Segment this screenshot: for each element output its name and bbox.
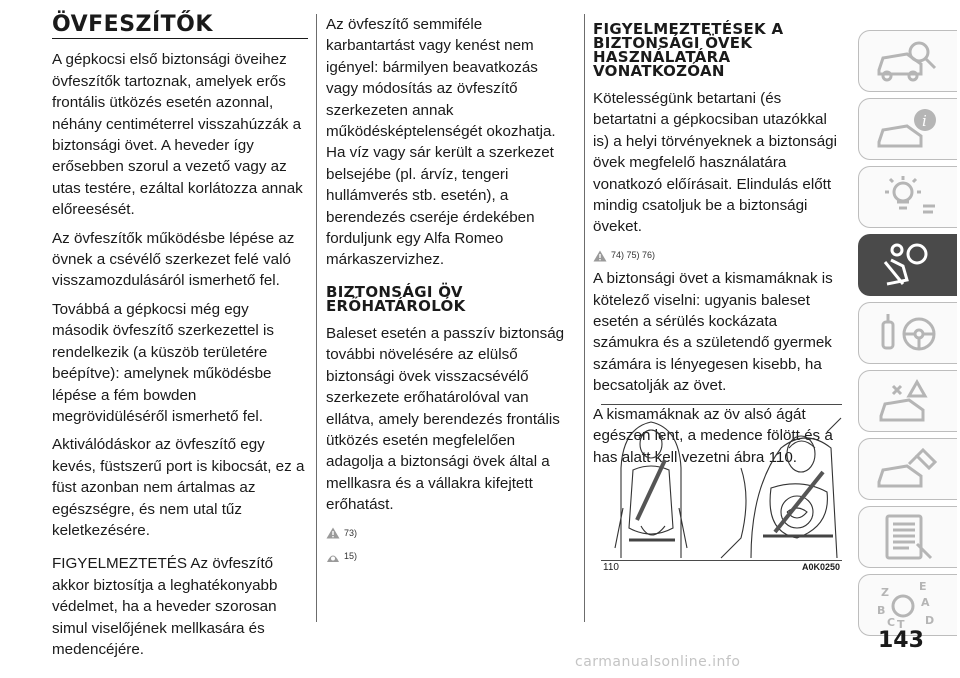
- reference-numbers: 74) 75) 76): [611, 249, 656, 260]
- paragraph: A kismamáknak az öv alsó ágát egészen lent, a medence fölött és a has alatt kell vezetni ábra 110.: [593, 405, 833, 466]
- figure-top-rule: [601, 404, 842, 405]
- caution-reference: [326, 546, 574, 567]
- paragraph: A gépkocsi első biztonsági öveihez övfeszítők tartoznak, amelyek erős frontális ütközés esetén azonnal, néhány centiméterrel visszahúzzák a biztonsági övet. A heveder így erősebben szorul a vezető vagy az utas testére, ezáltal korlátozza annak előreesését.: [52, 51, 303, 219]
- column-divider: [584, 14, 585, 622]
- alphabetical-index-icon: [873, 580, 943, 630]
- warning-triangle-icon: [326, 527, 340, 539]
- svg-text:E: E: [919, 580, 927, 593]
- subsection-heading: FIGYELMEZTETÉSEK A BIZTONSÁGI ÖVEK HASZNÁLATÁRA VONATKOZÓAN: [593, 20, 784, 80]
- tab-car-info[interactable]: [858, 98, 957, 160]
- watermark: carmanualsonline.info: [575, 654, 741, 670]
- figure-bottom-rule: [601, 560, 842, 561]
- figure-number: 110: [603, 562, 619, 573]
- paragraph: Kötelességünk betartani (és betartatni a gépkocsiban utazókkal is) a helyi törvényeknek a biztonsági övek megfelelő használatára vonatkozó előírásait. Elindulás előtt mindig csatoljuk be a biztonsági öveket.: [593, 90, 837, 236]
- tab-car-search[interactable]: [858, 30, 957, 92]
- warning-reference: [593, 245, 845, 266]
- svg-text:A: A: [921, 596, 930, 609]
- reference-number: 15): [344, 550, 358, 561]
- column-1: [52, 14, 308, 667]
- tab-technical-data[interactable]: [858, 506, 957, 568]
- warning-paragraph: FIGYELMEZTETÉS Az övfeszítő akkor biztosítja a leghatékonyabb védelmet, ha a heveder szorosan simul viselőjének mellkasára és medencéjére.: [52, 555, 278, 658]
- svg-text:C: C: [887, 616, 896, 629]
- dashboard-lights-icon: [873, 172, 943, 222]
- tab-index[interactable]: [858, 574, 957, 636]
- car-info-icon: [873, 104, 943, 154]
- tab-safety[interactable]: [858, 234, 957, 296]
- subsection-heading: BIZTONSÁGI ÖV ERŐHATÁROLÓK: [326, 282, 466, 315]
- svg-text:Z: Z: [881, 586, 889, 599]
- warning-reference: [326, 523, 574, 544]
- paragraph: Az övfeszítő semmiféle karbantartást vagy kenést nem igényel: bármilyen beavatkozás vagy módosítás az övfeszítő szerkezeten annak működésképtelenségét okozhatja. Ha víz vagy sár került a szerkezet belsejébe (pl. árvíz, tengeri hullámverés stb. esetén), a berendezés cseréje érdekében forduljunk egy Alfa Romeo márkaszervizhez.: [326, 16, 556, 269]
- svg-text:i: i: [922, 112, 927, 130]
- car-breakdown-icon: [873, 376, 943, 426]
- key-steering-wheel-icon: [873, 308, 943, 358]
- tab-maintenance[interactable]: [858, 438, 957, 500]
- section-title: ÖVFESZÍTŐK: [52, 14, 308, 39]
- car-search-icon: [873, 36, 943, 86]
- svg-text:D: D: [925, 614, 935, 627]
- warning-triangle-icon: [593, 250, 607, 262]
- column-divider: [316, 14, 317, 622]
- airbag-seatbelt-icon: [873, 240, 943, 290]
- tab-starting-driving[interactable]: [858, 302, 957, 364]
- caution-icon: [326, 551, 340, 563]
- paragraph: A biztonsági övet a kismamáknak is kötelező viselni: ugyanis baleset esetén a sérülés kockázata számukra és a születendő gyermek számára is lényegesen kisebb, ha becsatolják az övet.: [593, 270, 833, 395]
- paragraph: Baleset esetén a passzív biztonság további növelésére az elülső biztonsági övek visszacsévélő szerkezete erőhatárolóval van ellátva, amely berendezés frontális ütközés esetén megfelelően adagolja a biztonsági övek által a mellkasra és a vállakra kifejtett erőhatást.: [326, 324, 565, 514]
- page-number: 143: [878, 628, 924, 653]
- tab-dashboard-lights[interactable]: [858, 166, 957, 228]
- column-2: [326, 14, 574, 569]
- figure-code: A0K0250: [801, 562, 840, 572]
- reference-number: 73): [344, 527, 358, 538]
- tab-emergency[interactable]: [858, 370, 957, 432]
- figure-110: [601, 404, 842, 576]
- pregnant-woman-seatbelt-illustration: [601, 408, 842, 560]
- svg-text:T: T: [897, 618, 905, 630]
- paragraph: Továbbá a gépkocsi még egy második övfeszítő szerkezettel is rendelkezik (a küszöb területére beépítve): amelynek működésbe lépése a fém bowden megrövidüléséről ismerhető fel.: [52, 300, 274, 425]
- car-service-icon: [873, 444, 943, 494]
- paragraph: Aktiválódáskor az övfeszítő egy kevés, füstszerű port is kibocsát, ez a füst azonban nem ártalmas az egészségre, és nem utal tűz keletkezésére.: [52, 436, 305, 539]
- svg-text:B: B: [877, 604, 886, 617]
- car-specs-icon: [873, 512, 943, 562]
- paragraph: Az övfeszítők működésbe lépése az övnek a csévélő szerkezet felé való visszamozdulásáról ismerhető fel.: [52, 229, 295, 290]
